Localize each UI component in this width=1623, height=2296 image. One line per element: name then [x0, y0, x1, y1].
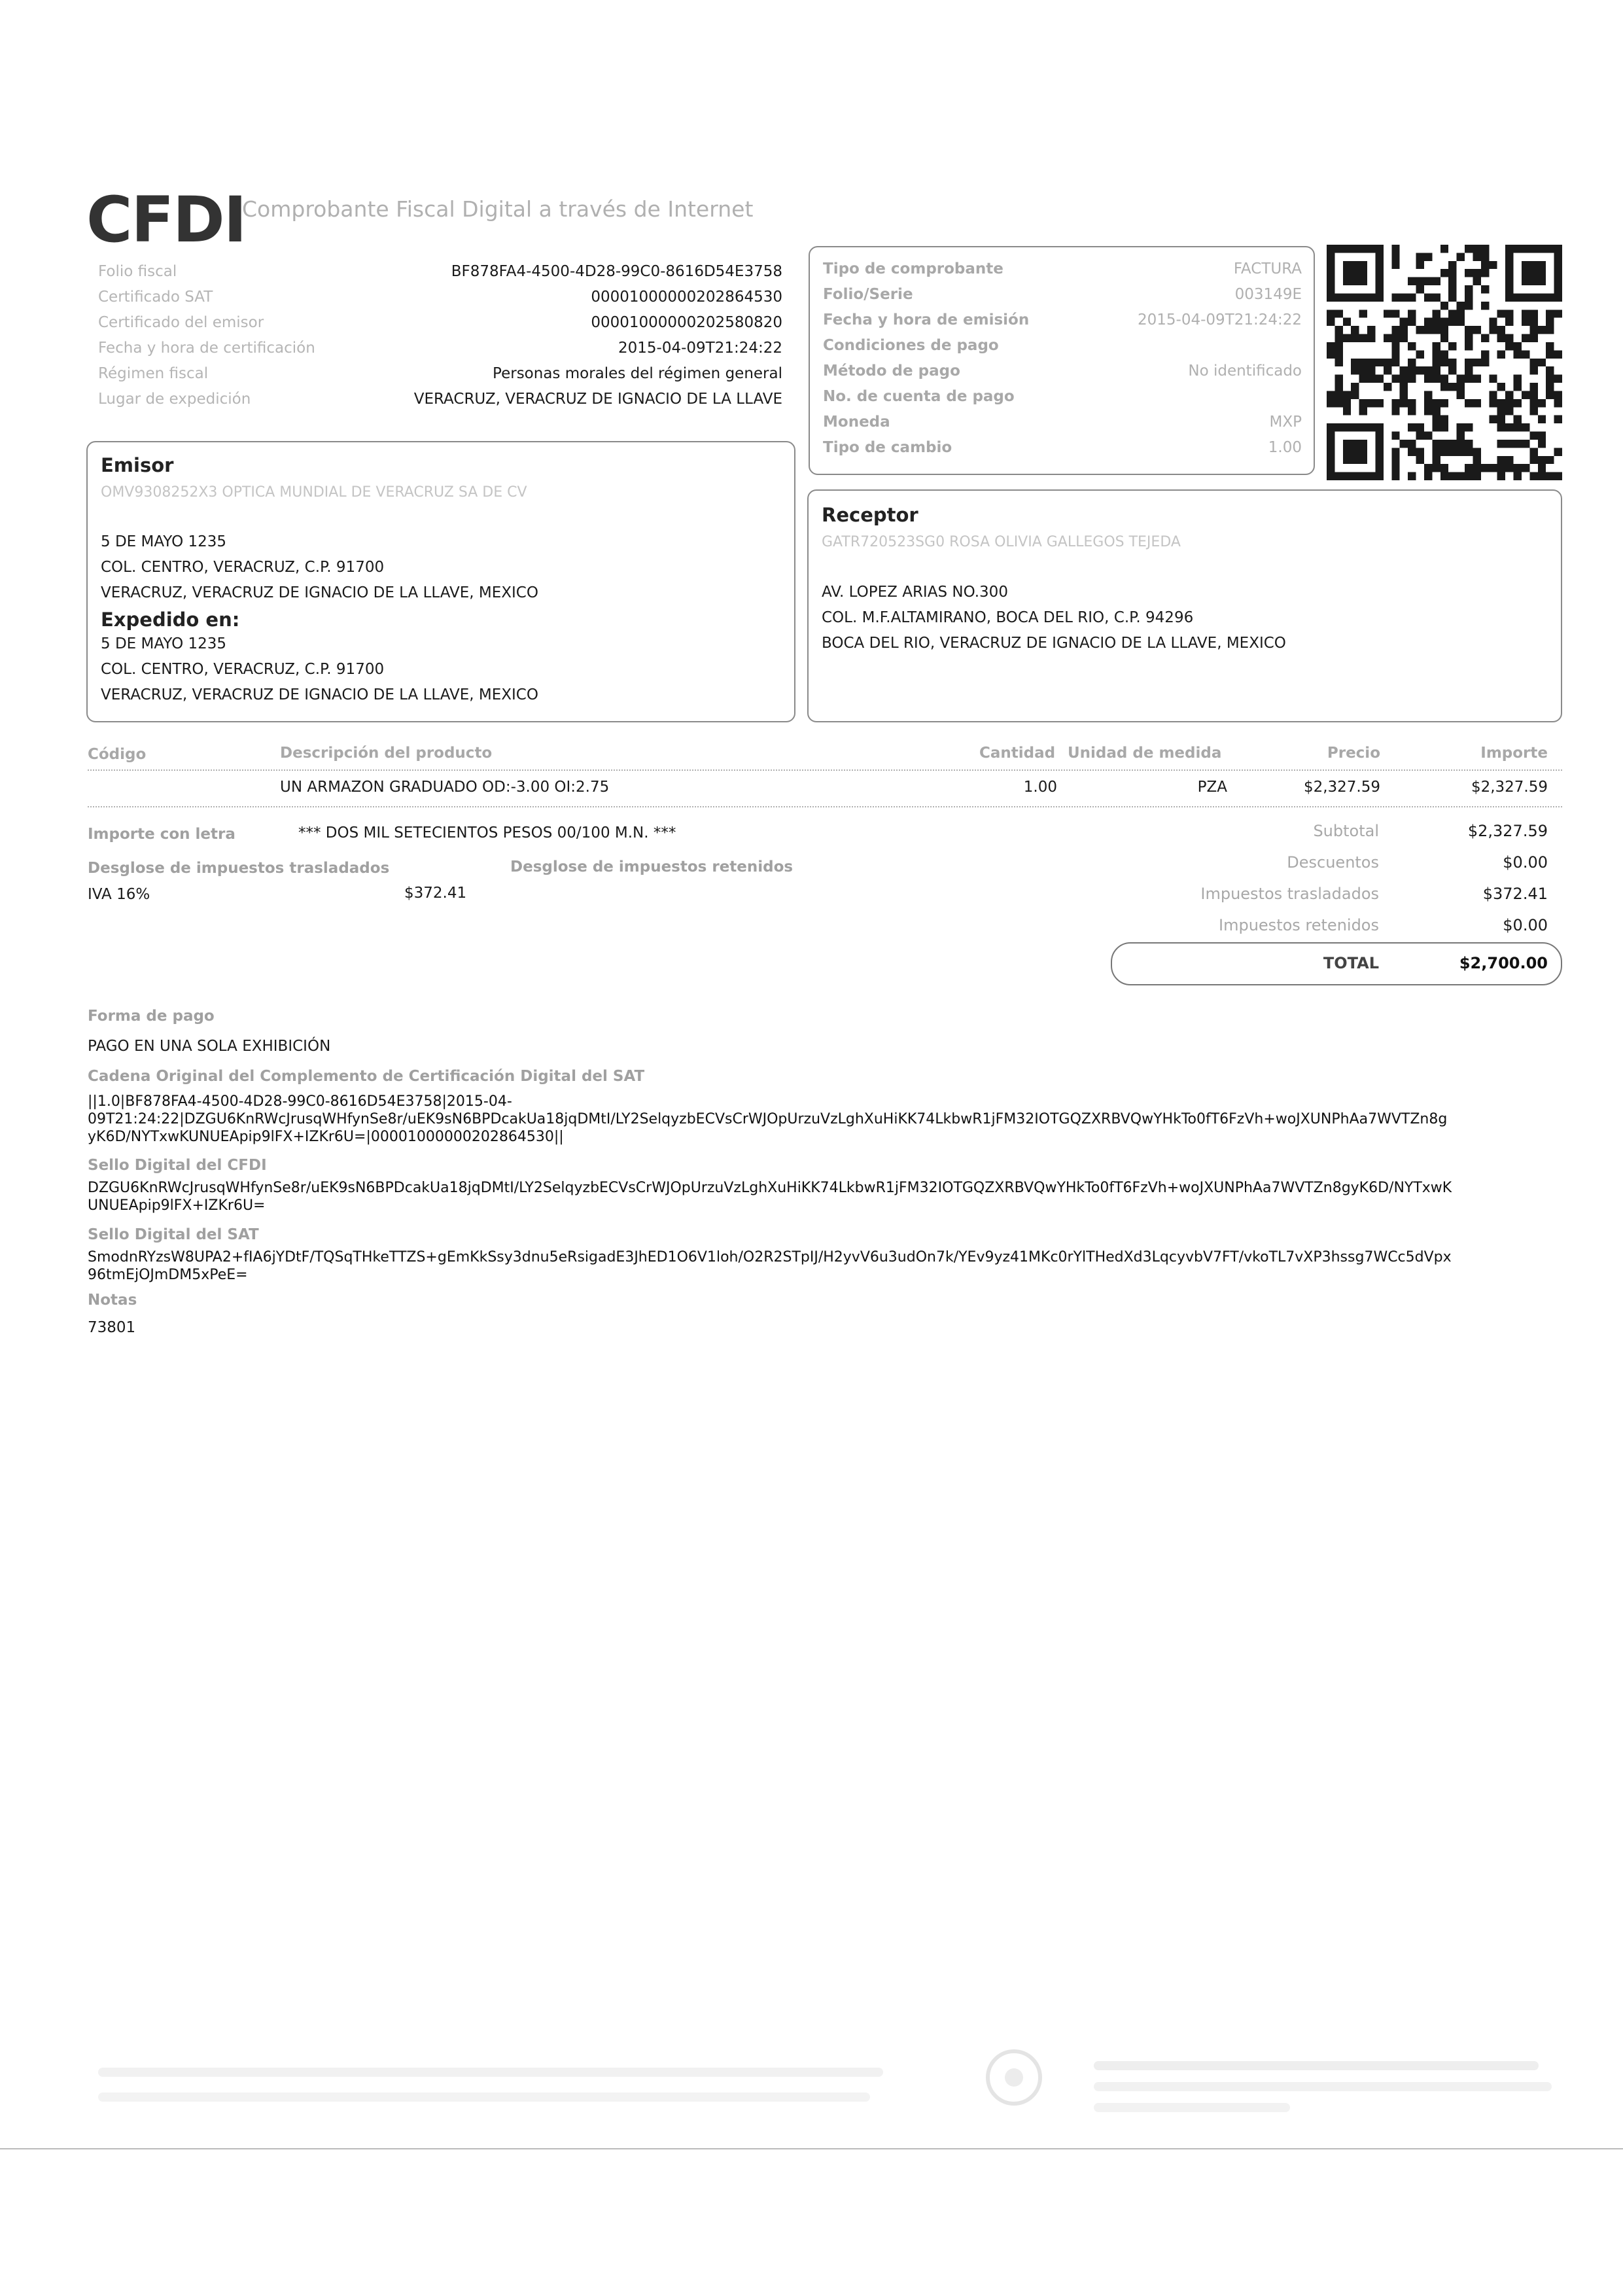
comprobante-label: Moneda	[823, 414, 890, 431]
fiscal-value: Personas morales del régimen general	[493, 365, 782, 382]
retenidos-label: Desglose de impuestos retenidos	[510, 858, 794, 875]
fiscal-value: VERACRUZ, VERACRUZ DE IGNACIO DE LA LLAVE	[413, 391, 782, 408]
iva-value: $372.41	[404, 885, 467, 902]
col-header-importe: Importe	[1480, 745, 1548, 762]
comprobante-label: Método de pago	[823, 362, 960, 380]
subtotal-value: $2,327.59	[1467, 822, 1548, 840]
receptor-box	[807, 489, 1562, 722]
comprobante-value: 1.00	[1268, 439, 1302, 456]
expedido-title: Expedido en:	[101, 609, 240, 631]
comprobante-row	[823, 286, 1302, 311]
footer-faint-text	[1094, 2061, 1539, 2070]
cadena-line: 09T21:24:22|DZGU6KnRWcJrusqWHfynSe8r/uEK9sN6BPDcakUa18jqDMtI/LY2SelqyzbECVsCrWJOpUrzuVzLghXuHiKK74LkbwR1jFM32IOTGQZXRBVQwYHkTo0fT6FzVh+woJXUNPhAa7WVTZn8g	[88, 1111, 1448, 1127]
impuestos-trasladados-label: Impuestos trasladados	[1200, 885, 1379, 903]
comprobante-row	[823, 362, 1302, 388]
pac-logo-icon	[968, 2035, 1060, 2120]
sello-cfdi-line: UNUEApip9lFX+IZKr6U=	[88, 1197, 266, 1214]
total-label: TOTAL	[1323, 954, 1379, 972]
sello-sat-line: SmodnRYzsW8UPA2+fIA6jYDtF/TQSqTHkeTTZS+gEmKkSsy3dnu5eRsigadE3JhED1O6V1loh/O2R2STpIJ/H2yvV6u3udOn7k/YEv9yz41MKc0rYlTHedXd3LqcyvbV7FT/vkoTL7vXP3hssg7WCc5dVpx	[88, 1249, 1452, 1265]
footer-faint-text	[98, 2068, 883, 2077]
fiscal-row	[98, 314, 782, 340]
subtotal-label: Subtotal	[1313, 822, 1379, 840]
receptor-address-line: BOCA DEL RIO, VERACRUZ DE IGNACIO DE LA LLAVE, MEXICO	[822, 635, 1286, 652]
fiscal-info	[98, 263, 782, 416]
fiscal-value: 00001000000202864530	[591, 289, 782, 306]
comprobante-label: No. de cuenta de pago	[823, 388, 1015, 405]
comprobante-label: Fecha y hora de emisión	[823, 311, 1030, 328]
footer-faint-text	[98, 2093, 870, 2102]
col-header-unidad: Unidad de medida	[1068, 745, 1222, 762]
emisor-rfc-name: OMV9308252X3 OPTICA MUNDIAL DE VERACRUZ SA DE CV	[101, 484, 527, 501]
fiscal-label: Régimen fiscal	[98, 365, 209, 382]
footer-faint-text	[1094, 2082, 1552, 2091]
comprobante-label: Condiciones de pago	[823, 337, 999, 354]
sello-cfdi-label: Sello Digital del CFDI	[88, 1157, 267, 1174]
comprobante-value: MXP	[1269, 414, 1302, 431]
row-precio: $2,327.59	[1303, 779, 1380, 796]
fiscal-label: Certificado SAT	[98, 289, 213, 306]
fiscal-row	[98, 365, 782, 391]
sello-cfdi-line: DZGU6KnRWcJrusqWHfynSe8r/uEK9sN6BPDcakUa18jqDMtI/LY2SelqyzbECVsCrWJOpUrzuVzLghXuHiKK74LkbwR1jFM32IOTGQZXRBVQwYHkTo0fT6FzVh+woJXUNPhAa7WVTZn8gyK6D/NYTxwK	[88, 1180, 1452, 1196]
comprobante-row	[823, 337, 1302, 362]
fiscal-label: Certificado del emisor	[98, 314, 264, 331]
sello-sat-label: Sello Digital del SAT	[88, 1226, 259, 1243]
total-value: $2,700.00	[1459, 954, 1548, 972]
impuestos-retenidos-value: $0.00	[1503, 916, 1548, 934]
emisor-box	[86, 441, 795, 722]
fiscal-value: 2015-04-09T21:24:22	[618, 340, 782, 357]
importe-letra-label: Importe con letra	[88, 826, 236, 843]
impuestos-retenidos-label: Impuestos retenidos	[1219, 916, 1379, 934]
footer-divider	[0, 2148, 1623, 2149]
cadena-label: Cadena Original del Complemento de Certificación Digital del SAT	[88, 1068, 645, 1085]
fiscal-row	[98, 340, 782, 365]
receptor-rfc-name: GATR720523SG0 ROSA OLIVIA GALLEGOS TEJEDA	[822, 534, 1181, 550]
comprobante-value: No identificado	[1188, 362, 1302, 380]
comprobante-label: Tipo de cambio	[823, 439, 952, 456]
cadena-line: ||1.0|BF878FA4-4500-4D28-99C0-8616D54E3758|2015-04-	[88, 1093, 512, 1110]
fiscal-label: Folio fiscal	[98, 263, 177, 280]
comprobante-box	[809, 246, 1315, 475]
emisor-address-line: COL. CENTRO, VERACRUZ, C.P. 91700	[101, 559, 385, 576]
forma-pago-label: Forma de pago	[88, 1008, 215, 1025]
comprobante-label: Tipo de comprobante	[823, 260, 1003, 277]
col-header-descripcion: Descripción del producto	[280, 745, 493, 762]
table-header-divider	[88, 769, 1562, 771]
comprobante-row	[823, 388, 1302, 414]
notas-value: 73801	[88, 1319, 136, 1336]
row-unidad: PZA	[1197, 779, 1227, 796]
comprobante-row	[823, 311, 1302, 337]
receptor-address-line: COL. M.F.ALTAMIRANO, BOCA DEL RIO, C.P. 94296	[822, 609, 1194, 626]
trasladados-label: Desglose de impuestos trasladados	[88, 860, 390, 877]
receptor-address-line: AV. LOPEZ ARIAS NO.300	[822, 584, 1008, 601]
footer-faint-text	[1094, 2103, 1290, 2112]
receptor-title: Receptor	[822, 504, 918, 526]
comprobante-value: 2015-04-09T21:24:22	[1137, 311, 1302, 328]
fiscal-label: Fecha y hora de certificación	[98, 340, 315, 357]
cfdi-subtitle: Comprobante Fiscal Digital a través de Internet	[242, 196, 754, 222]
emisor-address-line: VERACRUZ, VERACRUZ DE IGNACIO DE LA LLAVE, MEXICO	[101, 584, 538, 601]
sello-sat-line: 96tmEjOJmDM5xPeE=	[88, 1267, 248, 1283]
notas-label: Notas	[88, 1292, 137, 1309]
row-descripcion: UN ARMAZON GRADUADO OD:-3.00 OI:2.75	[280, 779, 610, 796]
col-header-codigo: Código	[88, 746, 147, 763]
fiscal-row	[98, 391, 782, 416]
fiscal-value: BF878FA4-4500-4D28-99C0-8616D54E3758	[451, 263, 782, 280]
comprobante-row	[823, 414, 1302, 439]
fiscal-value: 00001000000202580820	[591, 314, 782, 331]
comprobante-value: 003149E	[1234, 286, 1302, 303]
fiscal-row	[98, 289, 782, 314]
row-importe: $2,327.59	[1471, 779, 1548, 796]
comprobante-row	[823, 439, 1302, 465]
expedido-address-line: 5 DE MAYO 1235	[101, 635, 227, 652]
emisor-title: Emisor	[101, 454, 174, 476]
cfdi-logo: CFDI	[86, 183, 246, 256]
cadena-line: yK6D/NYTxwKUNUEApip9lFX+IZKr6U=|00001000000202864530||	[88, 1129, 564, 1145]
col-header-precio: Precio	[1327, 745, 1380, 762]
expedido-address-line: VERACRUZ, VERACRUZ DE IGNACIO DE LA LLAVE, MEXICO	[101, 686, 538, 703]
descuentos-value: $0.00	[1503, 853, 1548, 872]
table-row-divider	[88, 806, 1562, 807]
comprobante-value: FACTURA	[1233, 260, 1302, 277]
expedido-address-line: COL. CENTRO, VERACRUZ, C.P. 91700	[101, 661, 385, 678]
comprobante-row	[823, 260, 1302, 286]
emisor-address-line: 5 DE MAYO 1235	[101, 533, 227, 550]
fiscal-row	[98, 263, 782, 289]
qr-code	[1327, 245, 1562, 480]
impuestos-trasladados-value: $372.41	[1482, 885, 1548, 903]
fiscal-label: Lugar de expedición	[98, 391, 251, 408]
col-header-cantidad: Cantidad	[979, 745, 1056, 762]
importe-letra-value: *** DOS MIL SETECIENTOS PESOS 00/100 M.N. ***	[298, 824, 676, 841]
iva-label: IVA 16%	[88, 886, 150, 903]
comprobante-label: Folio/Serie	[823, 286, 913, 303]
forma-pago-value: PAGO EN UNA SOLA EXHIBICIÓN	[88, 1038, 331, 1055]
descuentos-label: Descuentos	[1287, 853, 1379, 872]
row-cantidad: 1.00	[1023, 779, 1057, 796]
